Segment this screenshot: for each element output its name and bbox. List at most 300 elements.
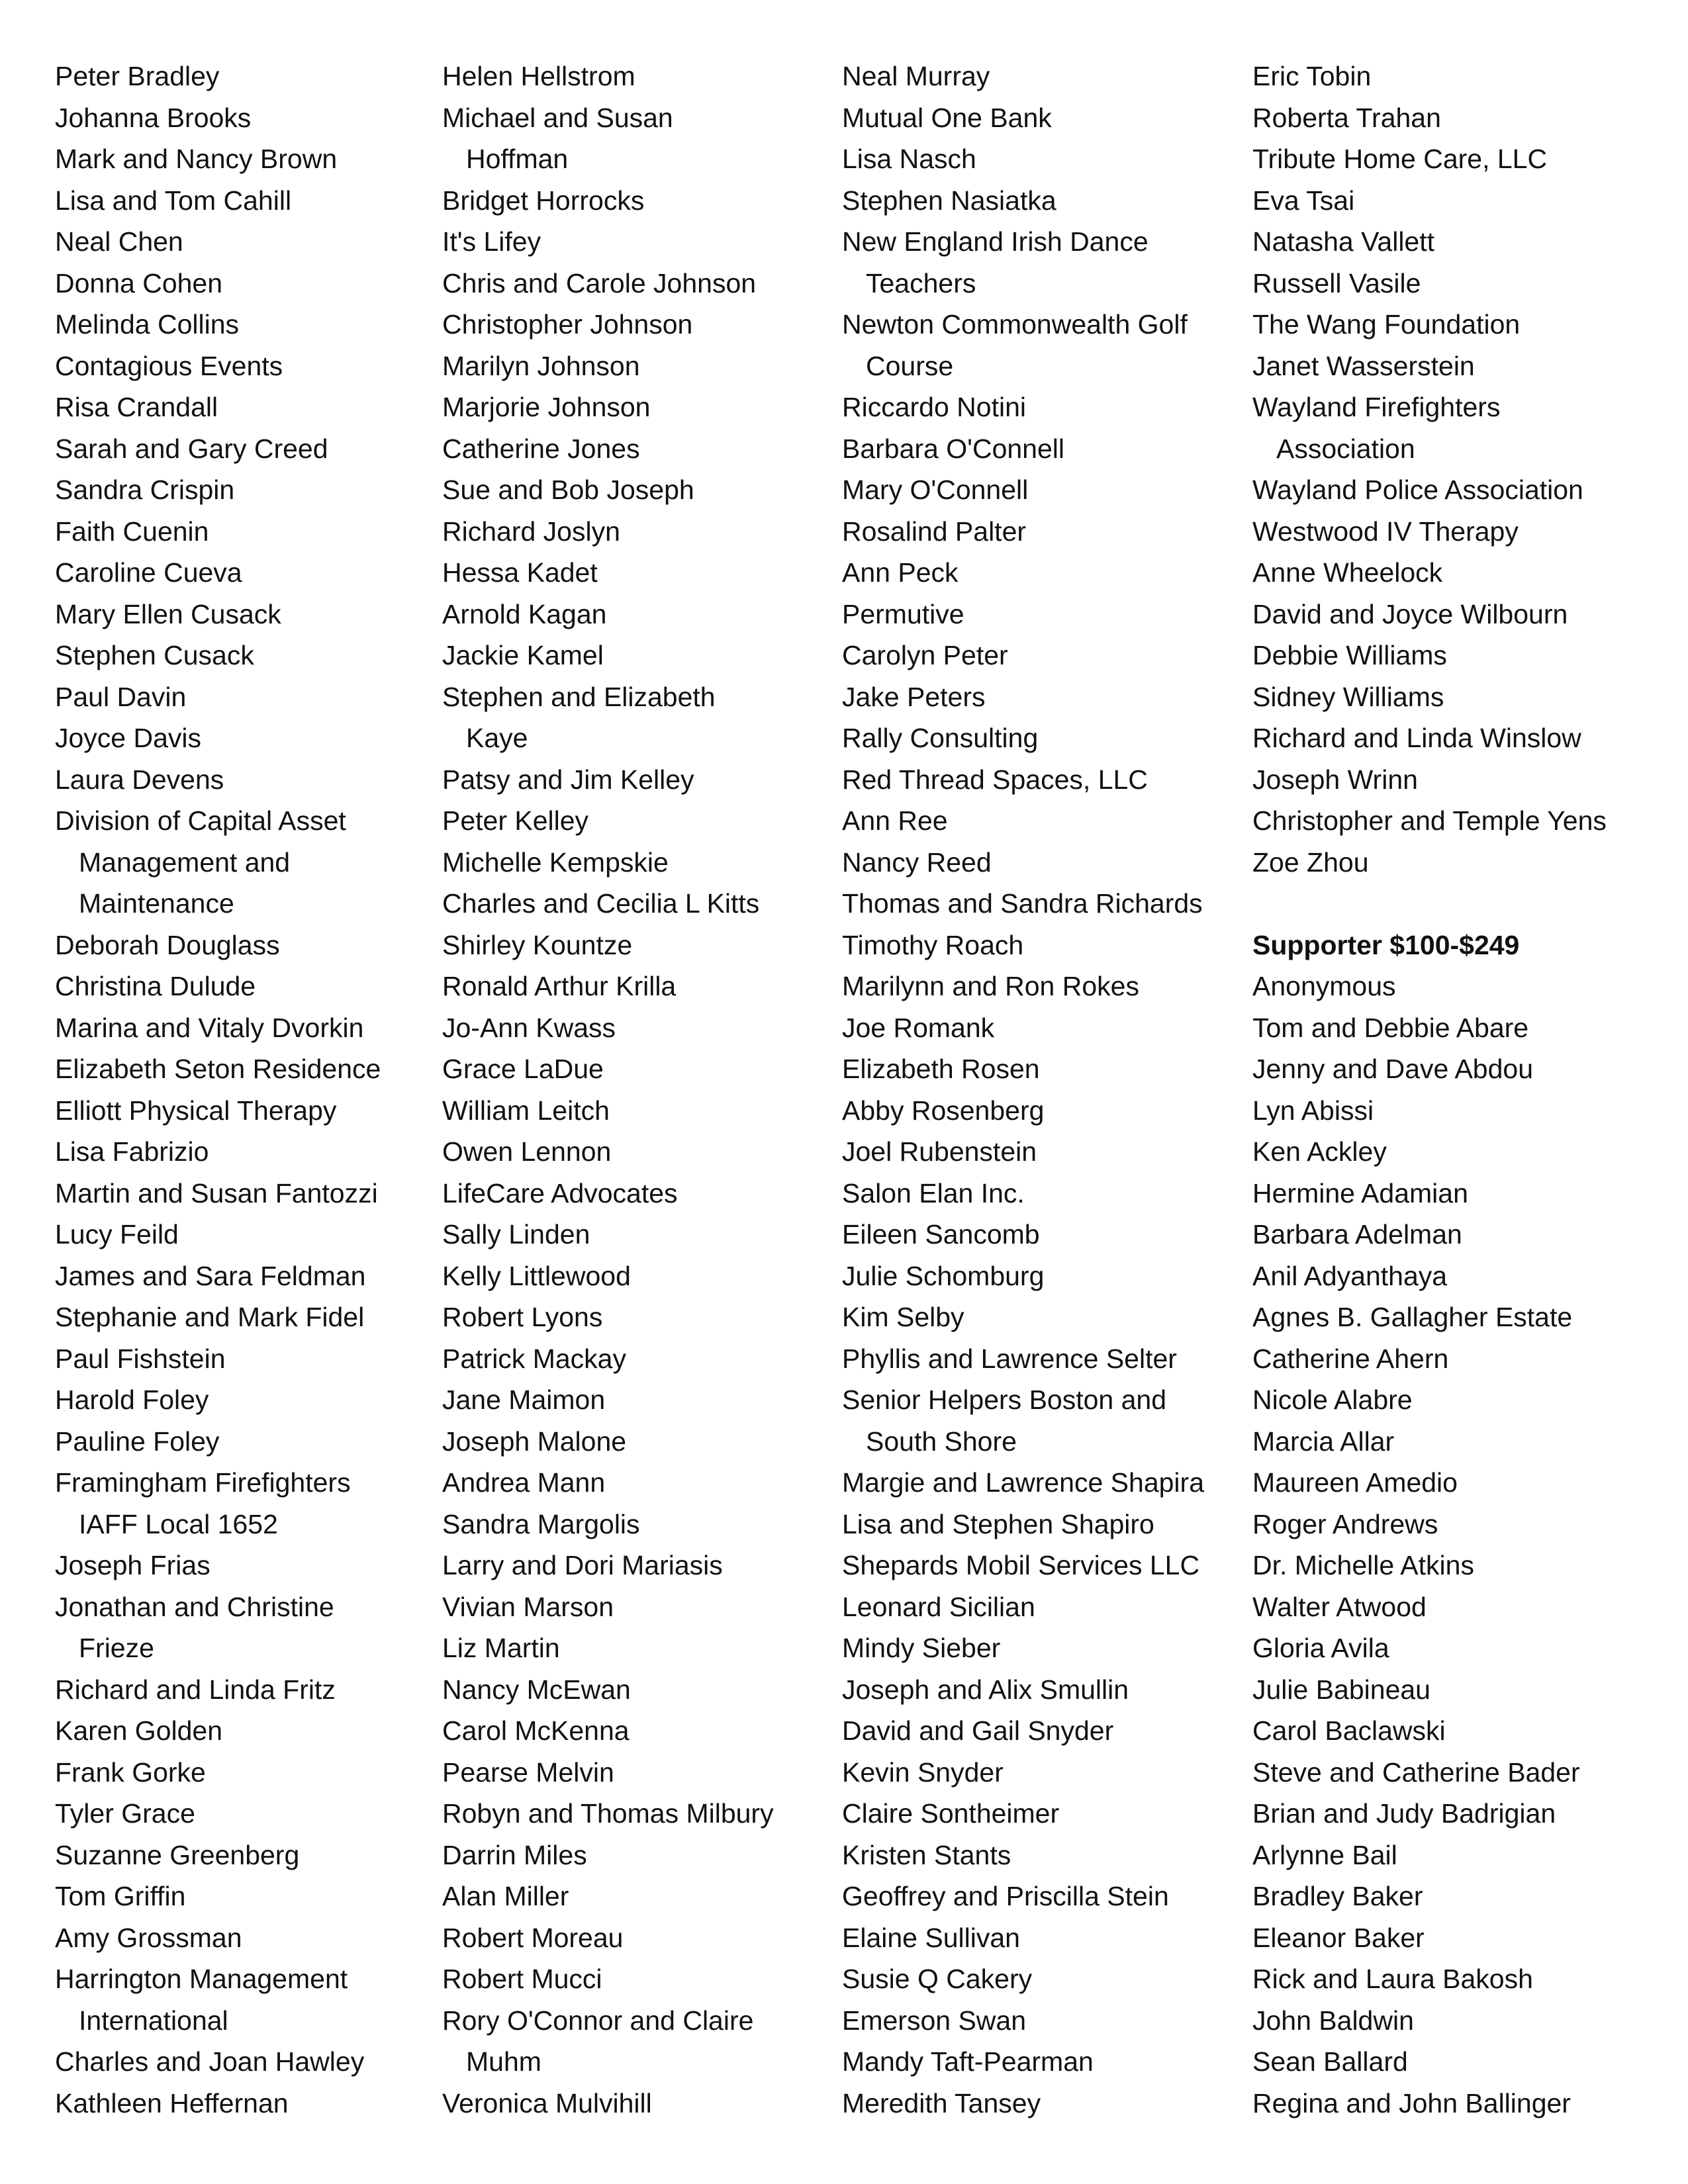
donor-name-line: Shepards Mobil Services LLC: [842, 1550, 1200, 1580]
donor-name-continuation: IAFF Local 1652: [79, 1508, 278, 1539]
donor-name: [442, 1917, 833, 1959]
donor-name: [55, 800, 426, 925]
donor-name-line: Red Thread Spaces, LLC: [842, 764, 1148, 795]
section-heading: Supporter $100-$249: [1252, 929, 1520, 960]
donor-name: [55, 1710, 426, 1752]
donor-name-line: Veronica Mulvihill: [442, 2087, 652, 2118]
donor-name: [842, 56, 1239, 97]
donor-name-line: Charles and Joan Hawley: [55, 2046, 365, 2077]
donor-name: [1252, 759, 1676, 801]
donor-name: [1252, 1627, 1676, 1669]
donor-name-line: Rory O'Connor and Claire: [442, 2005, 754, 2036]
donor-name: [442, 966, 833, 1007]
donor-name: [1252, 56, 1676, 97]
donor-name-line: Larry and Dori Mariasis: [442, 1550, 723, 1580]
donor-name-line: Mary O'Connell: [842, 475, 1029, 505]
donor-name-line: Nancy Reed: [842, 846, 992, 878]
donor-name-line: Ronald Arthur Krilla: [442, 971, 677, 1001]
donor-name-line: Barbara O'Connell: [842, 433, 1065, 464]
donor-name: [1252, 1545, 1676, 1586]
donor-name: [442, 1421, 833, 1463]
donor-name-line: Steve and Catherine Bader: [1252, 1756, 1580, 1788]
donor-name: [842, 2000, 1239, 2042]
donor-name-line: Regina and John Ballinger: [1252, 2087, 1571, 2118]
donor-name: [1252, 966, 1676, 1007]
donor-name-line: Lisa and Stephen Shapiro: [842, 1508, 1154, 1539]
donor-name-line: Jenny and Dave Abdou: [1252, 1054, 1533, 1084]
donor-column-3: [842, 56, 1239, 2124]
donor-name: [442, 263, 833, 304]
donor-name: [842, 2083, 1239, 2124]
donor-name-line: Ann Peck: [842, 557, 959, 588]
donor-name-line: Joseph Wrinn: [1252, 764, 1418, 795]
donor-name: [1252, 1173, 1676, 1214]
donor-name: [842, 717, 1239, 759]
donor-name-line: Arnold Kagan: [442, 598, 607, 629]
donor-name-line: Joseph and Alix Smullin: [842, 1674, 1129, 1705]
donor-name-line: New England Irish Dance: [842, 226, 1149, 257]
donor-name-line: Tribute Home Care, LLC: [1252, 144, 1548, 174]
donor-name: [442, 387, 833, 428]
donor-name-line: Sally Linden: [442, 1219, 590, 1250]
donor-name-line: LifeCare Advocates: [442, 1177, 678, 1208]
donor-name-line: Mary Ellen Cusack: [55, 598, 281, 629]
donor-name-line: Roger Andrews: [1252, 1508, 1438, 1539]
donor-name: [442, 594, 833, 635]
donor-name: [1252, 1586, 1676, 1628]
donor-name-line: Wayland Police Association: [1252, 475, 1583, 505]
donor-name: [842, 511, 1239, 553]
donor-name: [842, 552, 1239, 594]
donor-name: [55, 1462, 426, 1545]
donor-name: [1252, 1958, 1676, 2000]
donor-name: [1252, 2083, 1676, 2124]
donor-name-line: Robert Lyons: [442, 1302, 603, 1332]
donor-name-line: Newton Commonwealth Golf: [842, 309, 1188, 340]
donor-name: [842, 1338, 1239, 1380]
donor-name: [1252, 1379, 1676, 1421]
donor-name: [442, 469, 833, 511]
donor-name-continuation: South Shore: [866, 1426, 1017, 1457]
section-spacer: [1252, 883, 1676, 925]
donor-name: [1252, 1917, 1676, 1959]
donor-name: [55, 428, 426, 470]
donor-name: [1252, 97, 1676, 139]
donor-name: [55, 180, 426, 222]
donor-name-line: Brian and Judy Badrigian: [1252, 1798, 1556, 1829]
donor-name: [55, 676, 426, 718]
donor-name: [55, 1876, 426, 1917]
donor-name: [842, 759, 1239, 801]
donor-name-line: Sarah and Gary Creed: [55, 433, 328, 464]
donor-name-line: Richard Joslyn: [442, 516, 620, 547]
donor-name-line: Elizabeth Rosen: [842, 1054, 1040, 1084]
donor-name: [842, 1710, 1239, 1752]
donor-name: [842, 1214, 1239, 1255]
donor-name: [1252, 180, 1676, 222]
donor-name-line: Division of Capital Asset: [55, 805, 346, 836]
donor-name-line: Neal Murray: [842, 61, 990, 91]
donor-name: [1252, 717, 1676, 759]
donor-name-line: Tom and Debbie Abare: [1252, 1012, 1529, 1043]
donor-name-line: Tom Griffin: [55, 1881, 186, 1911]
donor-name: [55, 511, 426, 553]
donor-name-continuation: Hoffman: [466, 144, 569, 174]
donor-name: [1252, 1710, 1676, 1752]
donor-name-line: Bradley Baker: [1252, 1881, 1423, 1911]
donor-name: [1252, 800, 1676, 842]
donor-name: [442, 56, 833, 97]
donor-name-line: Deborah Douglass: [55, 929, 280, 960]
donor-name-line: Joyce Davis: [55, 723, 202, 753]
donor-name: [842, 1752, 1239, 1794]
donor-name-line: Barbara Adelman: [1252, 1219, 1462, 1250]
donor-name: [842, 138, 1239, 180]
donor-name: [842, 1876, 1239, 1917]
donor-name: [442, 180, 833, 222]
donor-name: [55, 925, 426, 966]
donor-name: [842, 1379, 1239, 1462]
donor-name-line: Marjorie Johnson: [442, 392, 651, 422]
donor-name-line: Donna Cohen: [55, 267, 223, 298]
donor-name-line: Susie Q Cakery: [842, 1964, 1033, 1994]
donor-name: [55, 594, 426, 635]
donor-name: [842, 1669, 1239, 1711]
donor-name-line: William Leitch: [442, 1095, 610, 1126]
donor-name: [442, 1752, 833, 1794]
donor-name-line: Risa Crandall: [55, 392, 218, 422]
donor-name-line: Neal Chen: [55, 226, 183, 257]
donor-name: [1252, 1131, 1676, 1173]
donor-name: [55, 304, 426, 345]
donor-name-line: Geoffrey and Priscilla Stein: [842, 1881, 1169, 1911]
donor-name-line: Emerson Swan: [842, 2005, 1027, 2036]
donor-name-line: Amy Grossman: [55, 1922, 242, 1953]
donor-name-line: Lisa and Tom Cahill: [55, 185, 292, 216]
donor-name: [842, 387, 1239, 428]
donor-name: [442, 2000, 833, 2083]
donor-name: [842, 1255, 1239, 1297]
donor-name-line: Framingham Firefighters: [55, 1467, 351, 1498]
donor-name-line: David and Gail Snyder: [842, 1715, 1114, 1746]
donor-name: [842, 1958, 1239, 2000]
donor-name-line: Anne Wheelock: [1252, 557, 1443, 588]
donor-name: [55, 1586, 426, 1669]
donor-name-line: Catherine Jones: [442, 433, 640, 464]
donor-name-line: Mutual One Bank: [842, 102, 1052, 133]
donor-name: [842, 1090, 1239, 1132]
donor-name-line: Patrick Mackay: [442, 1343, 626, 1374]
donor-name: [842, 1835, 1239, 1876]
donor-name: [1252, 594, 1676, 635]
donor-name-line: Gloria Avila: [1252, 1633, 1389, 1663]
donor-name: [842, 304, 1239, 387]
donor-name-line: Jo-Ann Kwass: [442, 1012, 616, 1043]
donor-name-line: Lucy Feild: [55, 1219, 179, 1250]
donor-name-line: Joseph Frias: [55, 1550, 211, 1580]
donor-name: [55, 635, 426, 676]
donor-name-line: The Wang Foundation: [1252, 309, 1521, 340]
donor-name-line: Caroline Cueva: [55, 557, 242, 588]
donor-name-line: Paul Davin: [55, 681, 187, 712]
donor-name-line: Joe Romank: [842, 1012, 995, 1043]
donor-name-line: Suzanne Greenberg: [55, 1839, 300, 1870]
donor-name: [55, 1007, 426, 1049]
donor-name: [842, 883, 1239, 925]
donor-name: [1252, 1421, 1676, 1463]
donor-name: [55, 1669, 426, 1711]
donor-name: [842, 800, 1239, 842]
donor-name-line: Rally Consulting: [842, 723, 1039, 753]
donor-name-line: Christopher Johnson: [442, 309, 693, 340]
donor-name: [1252, 304, 1676, 345]
donor-name: [55, 1048, 426, 1090]
donor-name: [842, 1586, 1239, 1628]
donor-name-line: Martin and Susan Fantozzi: [55, 1177, 378, 1208]
donor-name-line: Rick and Laura Bakosh: [1252, 1964, 1533, 1994]
donor-name: [1252, 387, 1676, 469]
donor-name-continuation: Association: [1276, 433, 1415, 464]
donor-name: [1252, 842, 1676, 884]
donor-name-continuation: Course: [866, 350, 954, 381]
donor-name: [55, 263, 426, 304]
donor-name-line: Contagious Events: [55, 350, 283, 381]
donor-name-line: Laura Devens: [55, 764, 224, 795]
donor-name-line: Eva Tsai: [1252, 185, 1355, 216]
donor-name-line: James and Sara Feldman: [55, 1260, 366, 1291]
donor-name: [442, 1669, 833, 1711]
donor-name-line: Elliott Physical Therapy: [55, 1095, 337, 1126]
donor-name: [1252, 469, 1676, 511]
donor-name: [55, 387, 426, 428]
donor-name-line: Senior Helpers Boston and: [842, 1385, 1167, 1415]
donor-name-line: Joel Rubenstein: [842, 1136, 1037, 1167]
donor-name: [842, 966, 1239, 1007]
donor-name: [442, 1545, 833, 1586]
donor-name: [442, 1627, 833, 1669]
donor-name: [442, 1048, 833, 1090]
donor-name-line: Sean Ballard: [1252, 2046, 1408, 2077]
donor-name-continuation: Muhm: [466, 2046, 541, 2077]
donor-name: [442, 1090, 833, 1132]
donor-name: [1252, 1255, 1676, 1297]
donor-name-line: Mindy Sieber: [842, 1633, 1001, 1663]
donor-name-line: Helen Hellstrom: [442, 61, 635, 91]
donor-name: [1252, 1048, 1676, 1090]
donor-name-line: Harold Foley: [55, 1385, 209, 1415]
donor-name: [1252, 263, 1676, 304]
donor-name: [442, 511, 833, 553]
donor-name: [1252, 221, 1676, 263]
donor-column-1: [55, 56, 426, 2124]
donor-name-line: Westwood IV Therapy: [1252, 516, 1519, 547]
donor-name-line: Marilynn and Ron Rokes: [842, 971, 1139, 1001]
donor-name-line: Chris and Carole Johnson: [442, 267, 757, 298]
donor-name: [842, 2041, 1239, 2083]
donor-name-line: Peter Kelley: [442, 805, 589, 836]
donor-name-line: Carol Baclawski: [1252, 1715, 1446, 1746]
donor-name-line: Timothy Roach: [842, 929, 1024, 960]
donor-name-line: Janet Wasserstein: [1252, 350, 1475, 381]
donor-name-line: Wayland Firefighters: [1252, 392, 1501, 422]
donor-name: [442, 1297, 833, 1338]
donor-name-line: Margie and Lawrence Shapira: [842, 1467, 1204, 1498]
donor-name-line: Bridget Horrocks: [442, 185, 645, 216]
donor-name: [1252, 1214, 1676, 1255]
donor-name-continuation: International: [79, 2005, 228, 2036]
donor-name: [442, 1876, 833, 1917]
donor-name-line: Robyn and Thomas Milbury: [442, 1798, 774, 1829]
donor-name-line: Kevin Snyder: [842, 1756, 1004, 1788]
donor-name: [1252, 1835, 1676, 1876]
donor-name-line: Zoe Zhou: [1252, 846, 1369, 878]
donor-name-line: Abby Rosenberg: [842, 1095, 1045, 1126]
donor-name-line: Paul Fishstein: [55, 1343, 226, 1374]
donor-name-line: Meredith Tansey: [842, 2087, 1041, 2118]
donor-name: [55, 469, 426, 511]
donor-name-line: Karen Golden: [55, 1715, 223, 1746]
donor-name-line: Kelly Littlewood: [442, 1260, 631, 1291]
donor-name-line: Richard and Linda Winslow: [1252, 723, 1581, 753]
donor-column-2: [442, 56, 833, 2124]
donor-name: [842, 1131, 1239, 1173]
donor-name-line: Tyler Grace: [55, 1798, 195, 1829]
donor-name-line: Natasha Vallett: [1252, 226, 1435, 257]
donor-name-line: Mark and Nancy Brown: [55, 144, 338, 174]
donor-name: [55, 1835, 426, 1876]
donor-name-line: Kathleen Heffernan: [55, 2087, 289, 2118]
donor-name: [442, 800, 833, 842]
donor-name-continuation: Frieze: [79, 1633, 154, 1663]
donor-name-line: Sandra Margolis: [442, 1508, 640, 1539]
donor-name-line: Faith Cuenin: [55, 516, 209, 547]
donor-name: [55, 138, 426, 180]
donor-name: [842, 1545, 1239, 1586]
donor-name: [842, 1627, 1239, 1669]
donor-name-line: Jake Peters: [842, 681, 986, 712]
donor-name: [1252, 1007, 1676, 1049]
donor-name: [55, 1255, 426, 1297]
donor-name-line: Grace LaDue: [442, 1054, 604, 1084]
donor-name: [442, 345, 833, 387]
donor-name-continuation: Management and: [79, 846, 291, 878]
donor-name-line: Stephen Nasiatka: [842, 185, 1056, 216]
donor-name-continuation: Kaye: [466, 723, 528, 753]
donor-name-line: Michael and Susan: [442, 102, 673, 133]
donor-name-line: Anil Adyanthaya: [1252, 1260, 1448, 1291]
donor-name-line: Owen Lennon: [442, 1136, 612, 1167]
donor-name: [842, 97, 1239, 139]
donor-name: [842, 428, 1239, 470]
donor-name-line: Lisa Fabrizio: [55, 1136, 209, 1167]
donor-name: [1252, 1793, 1676, 1835]
donor-name-line: Eric Tobin: [1252, 61, 1372, 91]
donor-name-line: Carolyn Peter: [842, 640, 1008, 670]
donor-name-line: Marilyn Johnson: [442, 350, 640, 381]
donor-name-line: Lisa Nasch: [842, 144, 976, 174]
donor-name: [55, 1917, 426, 1959]
donor-name-line: Hermine Adamian: [1252, 1177, 1468, 1208]
donor-name-line: Agnes B. Gallagher Estate: [1252, 1302, 1573, 1332]
donor-name: [1252, 635, 1676, 676]
donor-name-line: Sue and Bob Joseph: [442, 475, 694, 505]
donor-name-line: Nicole Alabre: [1252, 1385, 1413, 1415]
donor-name-line: Hessa Kadet: [442, 557, 598, 588]
donor-name-line: Nancy McEwan: [442, 1674, 631, 1705]
donor-name-continuation: Maintenance: [79, 888, 234, 919]
donor-name: [442, 97, 833, 180]
donor-name-line: Andrea Mann: [442, 1467, 606, 1498]
donor-name-line: Thomas and Sandra Richards: [842, 888, 1203, 919]
donor-name-line: Darrin Miles: [442, 1839, 587, 1870]
donor-name: [55, 2041, 426, 2083]
donor-name: [442, 883, 833, 925]
donor-name-line: Roberta Trahan: [1252, 102, 1441, 133]
donor-name: [442, 1710, 833, 1752]
donor-name-line: It's Lifey: [442, 226, 541, 257]
donor-name: [442, 1835, 833, 1876]
donor-name: [55, 1131, 426, 1173]
donor-name-line: Christopher and Temple Yens: [1252, 805, 1607, 836]
donor-name: [842, 221, 1239, 304]
donor-name-line: Mandy Taft-Pearman: [842, 2046, 1094, 2077]
donor-name-line: Christina Dulude: [55, 971, 256, 1001]
donor-name-line: Pearse Melvin: [442, 1756, 614, 1788]
donor-name-line: Lyn Abissi: [1252, 1095, 1374, 1126]
donor-name-line: Russell Vasile: [1252, 267, 1421, 298]
donor-name-line: Jackie Kamel: [442, 640, 604, 670]
donor-name: [842, 1917, 1239, 1959]
donor-name: [442, 1007, 833, 1049]
donor-name: [442, 1958, 833, 2000]
donor-name-line: Harrington Management: [55, 1964, 348, 1994]
donor-name-line: Shirley Kountze: [442, 929, 633, 960]
donor-name: [55, 759, 426, 801]
donor-name-line: Sandra Crispin: [55, 475, 235, 505]
donor-name: [442, 1173, 833, 1214]
donor-name-line: Richard and Linda Fritz: [55, 1674, 336, 1705]
donor-name: [442, 925, 833, 966]
donor-name-line: Robert Moreau: [442, 1922, 624, 1953]
donor-name: [442, 221, 833, 263]
donor-name-line: Eleanor Baker: [1252, 1922, 1425, 1953]
donor-name: [55, 717, 426, 759]
donor-name-line: Debbie Williams: [1252, 640, 1447, 670]
donor-name-line: Phyllis and Lawrence Selter: [842, 1343, 1177, 1374]
donor-name-line: Kim Selby: [842, 1302, 964, 1332]
donor-name: [1252, 2041, 1676, 2083]
donor-name-line: Riccardo Notini: [842, 392, 1026, 422]
donor-name: [55, 221, 426, 263]
donor-name: [1252, 511, 1676, 553]
donor-name-line: Eileen Sancomb: [842, 1219, 1040, 1250]
donor-name: [1252, 1669, 1676, 1711]
donor-name-line: Catherine Ahern: [1252, 1343, 1449, 1374]
donor-name: [842, 594, 1239, 635]
donor-name: [55, 1379, 426, 1421]
donor-name: [842, 180, 1239, 222]
donor-name: [442, 842, 833, 884]
donor-name: [842, 842, 1239, 884]
donor-name-line: Sidney Williams: [1252, 681, 1444, 712]
donor-name-line: Jonathan and Christine: [55, 1591, 334, 1622]
donor-name: [1252, 1462, 1676, 1504]
donor-name-line: Julie Schomburg: [842, 1260, 1045, 1291]
donor-name: [55, 1338, 426, 1380]
donor-name-line: Kristen Stants: [842, 1839, 1011, 1870]
donor-name: [55, 552, 426, 594]
donor-name: [1252, 676, 1676, 718]
